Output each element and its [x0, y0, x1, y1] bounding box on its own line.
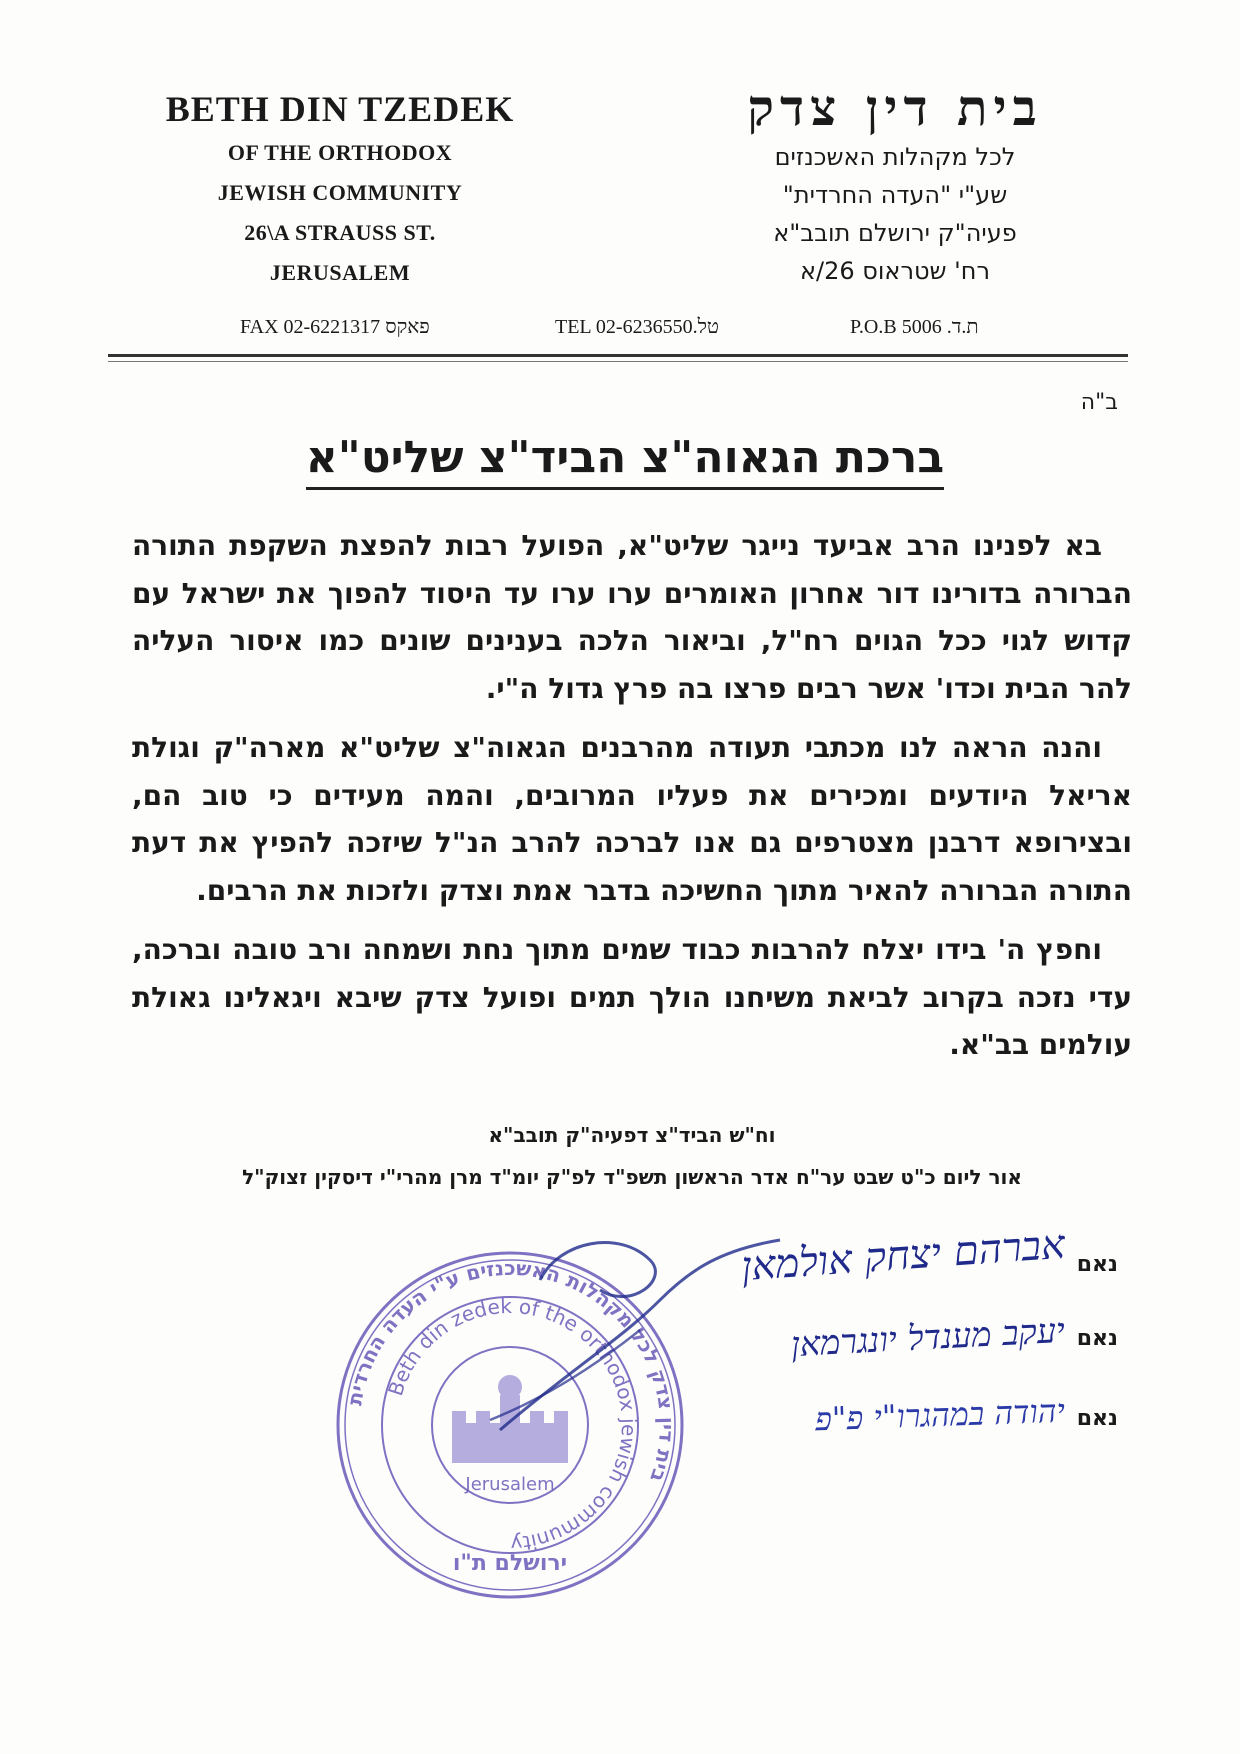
stamp-bottom-text: ירושלם ת"ו [452, 1551, 568, 1576]
tel-number: TEL 02-6236550.טל [555, 316, 720, 338]
org-line-2: JEWISH COMMUNITY [217, 180, 463, 205]
signature-label: נאם [1076, 1406, 1118, 1431]
letterhead-hebrew [660, 78, 1130, 295]
closing-date-line: אור ליום כ"ט שבט ער"ח אדר הראשון תשפ"ד לפ"ק יומ"ד מרן מהרי"י דיסקין זצוק"ל [242, 1165, 1022, 1189]
signature-row-3 [1077, 1406, 1118, 1431]
signature-row-1 [1077, 1252, 1118, 1277]
stamp-english-ring: Beth din zedek of the orthodox jewish community [383, 1293, 642, 1557]
bh-mark: ב"ה [1080, 390, 1118, 415]
stamp-center-text: Jerusalem [465, 1474, 555, 1495]
org-name-english: BETH DIN TZEDEK [165, 89, 515, 129]
signature-1: אברהם יצחק אולמאן [739, 1221, 1067, 1291]
stamp-outer-text: בית דין צדק לכל מקהלות האשכנזים ע"י העדה החרדית [342, 1255, 680, 1486]
org-address-hebrew: רח' שטראוס 26/א [799, 257, 991, 285]
closing-line-1: וח"ש הביד"צ דפעיה"ק תובב"א [488, 1123, 776, 1147]
org-address: 26\A STRAUSS ST. [244, 220, 436, 245]
signature-label: נאם [1076, 1326, 1118, 1351]
signature-flourish-icon [480, 1220, 900, 1460]
org-line-3-hebrew: פעיה"ק ירושלם תובב"א [773, 219, 1017, 247]
contact-row [110, 316, 1130, 346]
letter-title [120, 432, 1130, 483]
body-paragraph-3: וחפץ ה' בידו יצלח להרבות כבוד שמים מתוך נחת ושמחה ורב טובה וברכה, עדי נזכה בקרוב לביאת משיחנו הולך תמים ופועל צדק שיבא ויגאלינו גאולת עולמים בב"א. [132, 933, 1132, 1061]
signature-row-2 [1077, 1326, 1118, 1351]
closing-block [132, 1123, 1132, 1207]
body-paragraph-2: והנה הראה לנו מכתבי תעודה מהרבנים הגאוה"צ שליט"א מארה"ק וגולת אריאל היודעים ומכירים את פעליו המרובים, והמה מעידים כי טוב הם, ובצירופא דרבנן מצטרפים גם אנו לברכה להרב הנ"ל שיזכה להפיץ את דעת התורה הברורה להאיר מתוך החשיכה בדבר אמת וצדק ולזכות את הרבים. [132, 731, 1132, 907]
body-paragraph-1: בא לפנינו הרב אביעד נייגר שליט"א, הפועל רבות להפצת השקפת התורה הברורה בדורינו דור אחרון האומרים ערו ערו עד היסוד להפוך את ישראל עם קדוש לגוי ככל הגוים רח"ל, וביאור הלכה בענינים שונים כמו איסור העליה להר הבית וכדו' אשר רבים פרצו בה פרץ גדול ה"י. [132, 529, 1132, 705]
org-line-2-hebrew: שע"י "העדה החרדית" [782, 181, 1008, 209]
letterhead-english [110, 88, 570, 300]
org-city: JERUSALEM [269, 260, 411, 285]
letter-body [132, 522, 1132, 1081]
letter-title-text: ברכת הגאוה"צ הביד"צ שליט"א [306, 432, 944, 490]
org-line-1-hebrew: לכל מקהלות האשכנזים [774, 143, 1016, 171]
signature-2: יעקב מענדל יונגרמאן [790, 1310, 1066, 1366]
fax-number: FAX 02-6221317 פאקס [240, 316, 430, 338]
po-box: P.O.B 5006 .ת.ד [850, 316, 979, 338]
org-line-1: OF THE ORTHODOX [227, 140, 453, 165]
signature-3: יהודה במהגרו"י פ"פ [814, 1391, 1066, 1439]
header-divider [108, 354, 1128, 362]
signature-label: נאם [1076, 1252, 1118, 1277]
org-name-hebrew: בית דין צדק [747, 78, 1043, 137]
